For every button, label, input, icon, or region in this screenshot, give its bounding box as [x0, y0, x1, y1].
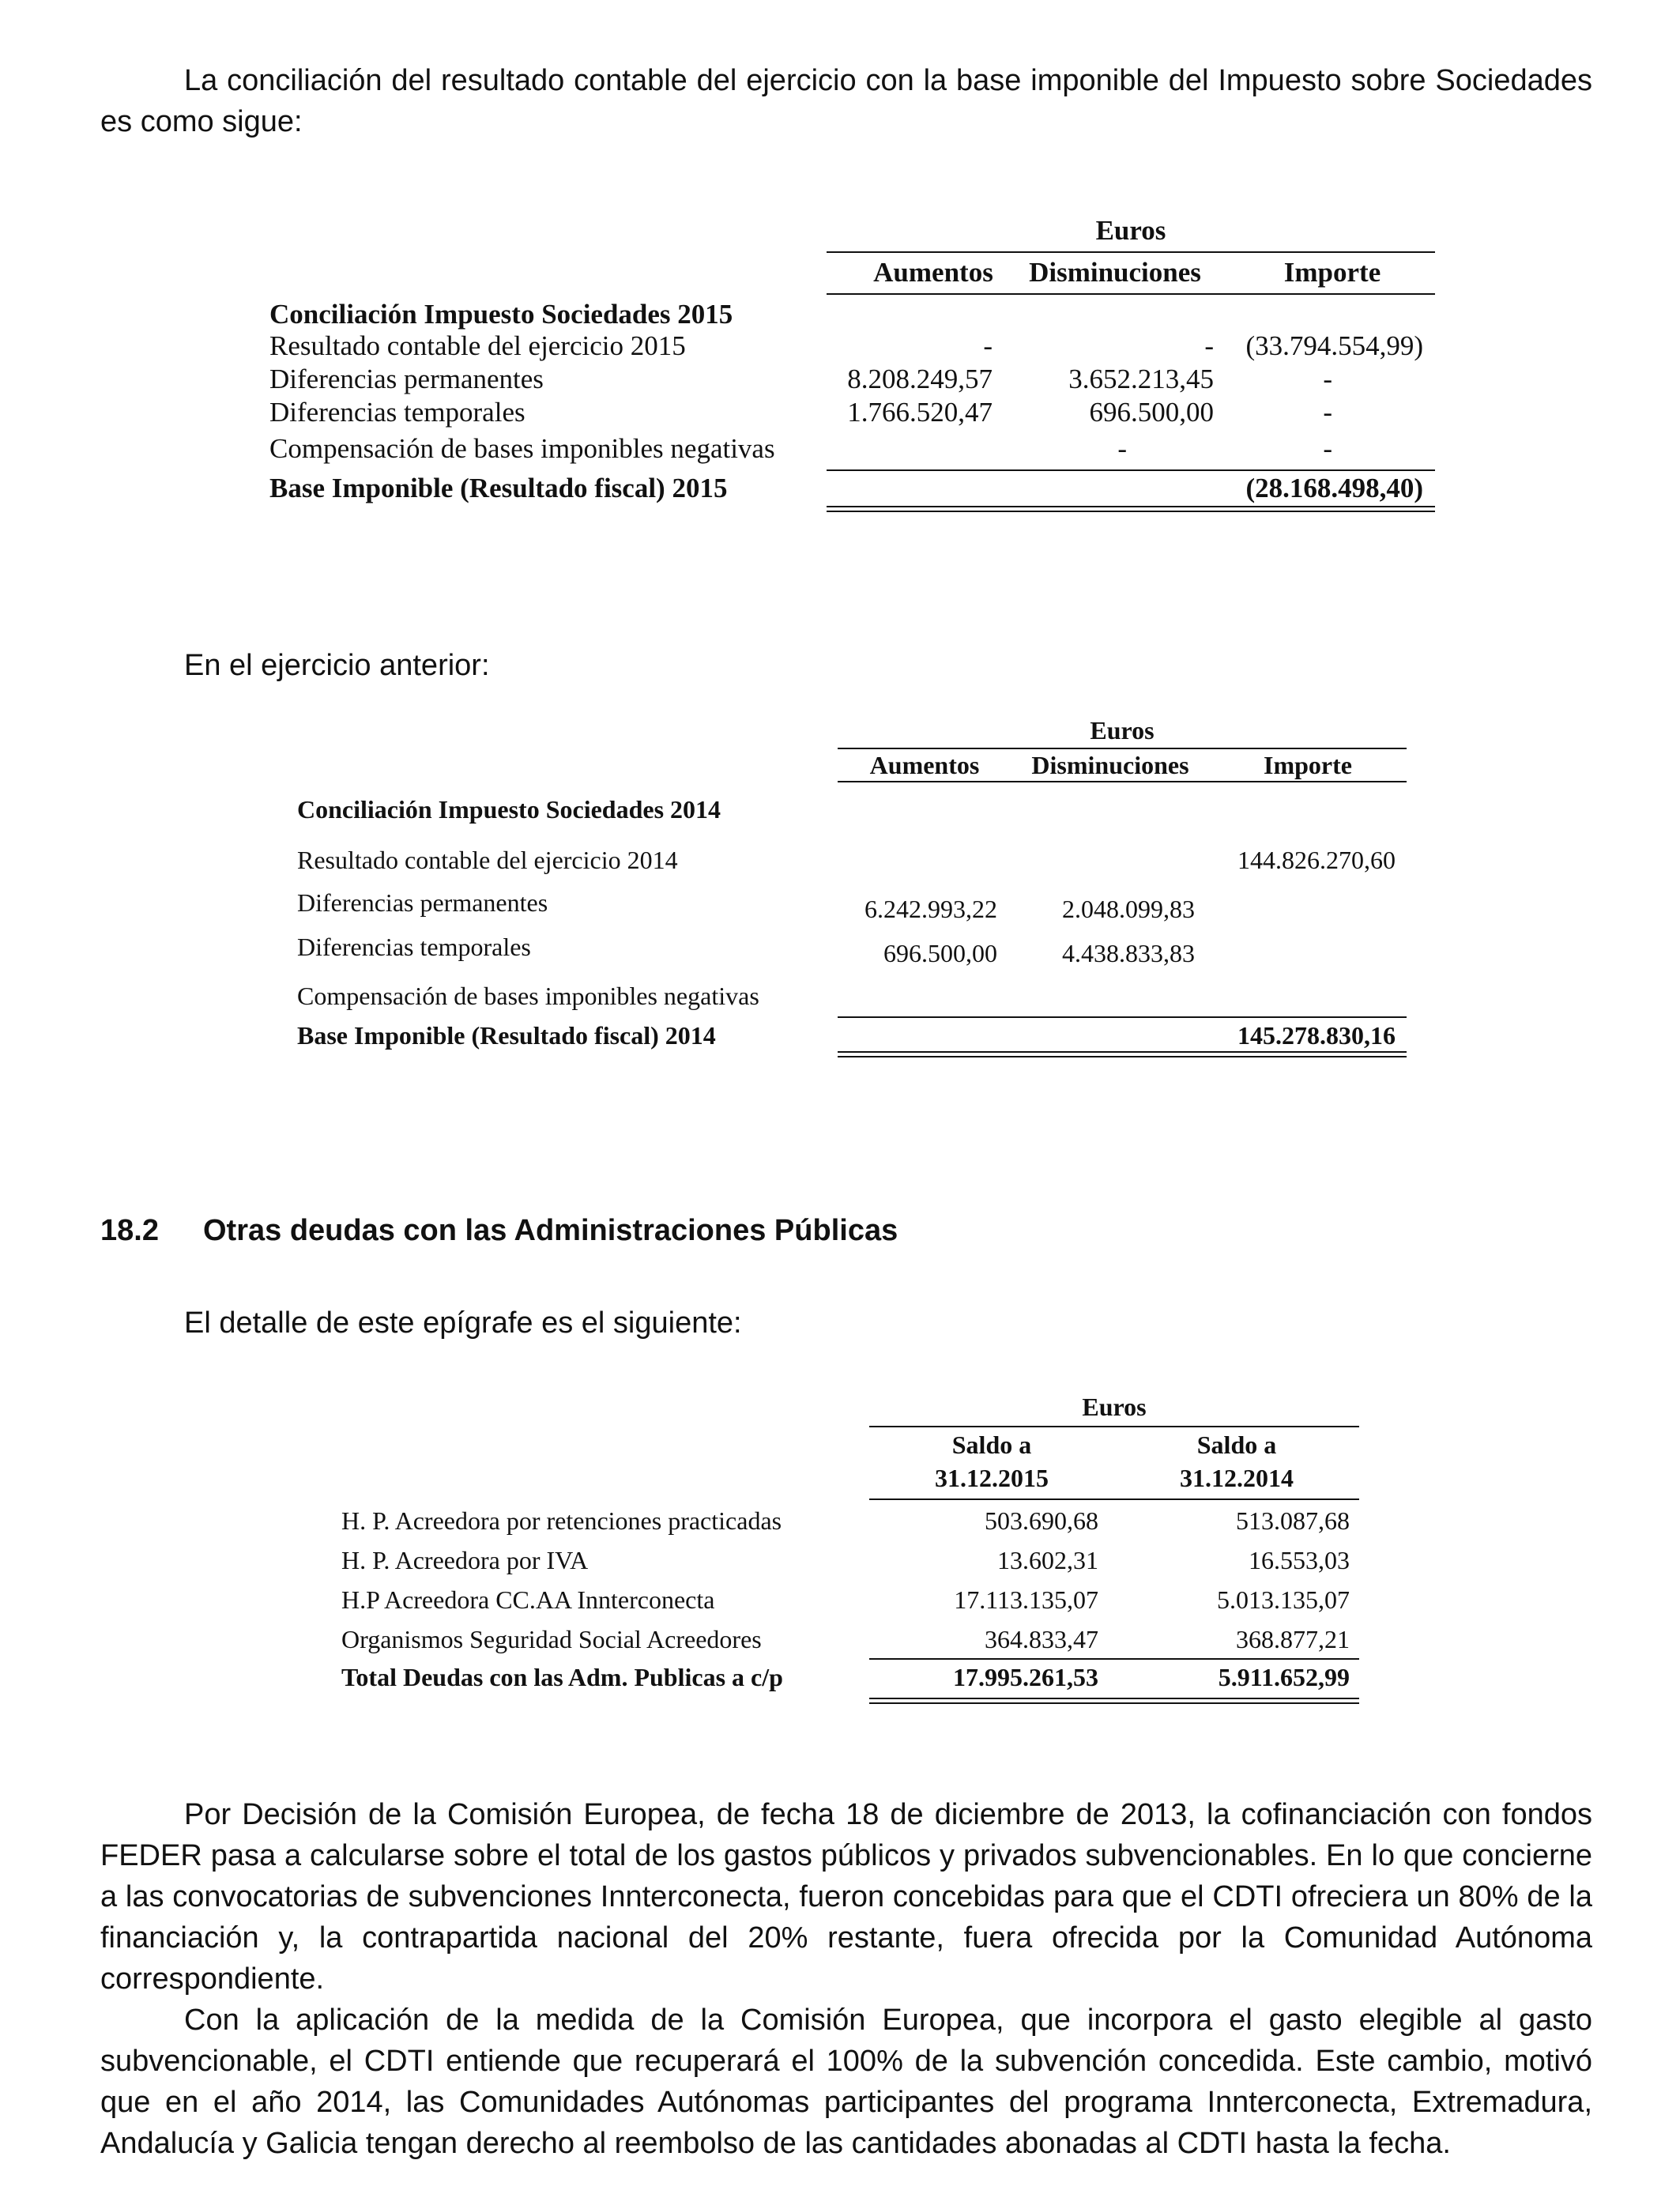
row-label: Compensación de bases imponibles negativas: [297, 982, 759, 1010]
cell-importe: (33.794.554,99): [1245, 330, 1423, 361]
col-header-disminuciones: Disminuciones: [1029, 257, 1201, 288]
paragraph-cdti: Con la aplicación de la medida de la Comisión Europea, que incorpora el gasto elegible al gasto subvencionable, el CDTI entiende que recuperará el 100% de la subvención concedida. Este cambio, motivó que en el año 2014, las Comunidades Autónomas participantes del programa Innterconecta, Extremadura, Andalucía y Galicia tengan derecho al reembolso de las cantidades abonadas al CDTI hasta la fecha.: [100, 2004, 1592, 2160]
row-label: Resultado contable del ejercicio 2014: [297, 846, 678, 874]
subtotal-rule: [827, 469, 1435, 471]
row-label: Diferencias permanentes: [269, 364, 544, 394]
col-header-2015-line1: Saldo a: [951, 1431, 1032, 1459]
cell-2014: 368.877,21: [1236, 1625, 1350, 1653]
row-label: Diferencias temporales: [269, 397, 525, 428]
subtotal-rule: [869, 1658, 1359, 1660]
cell-aumentos: 6.242.993,22: [864, 895, 997, 923]
total-double-rule: [869, 1698, 1359, 1704]
prev-year-intro: En el ejercicio anterior:: [184, 649, 490, 682]
cell-disminuciones: 4.438.833,83: [1062, 939, 1195, 967]
header-rule-2: [838, 781, 1407, 782]
cell-2014: 5.013.135,07: [1217, 1585, 1350, 1614]
row-label: Compensación de bases imponibles negativas: [269, 433, 775, 464]
cell-disminuciones: -: [1204, 330, 1214, 361]
header-rule-2: [827, 293, 1435, 295]
col-header-importe: Importe: [1264, 751, 1352, 779]
header-rule-2: [869, 1498, 1359, 1500]
paragraph-feder: Por Decisión de la Comisión Europea, de fecha 18 de diciembre de 2013, la cofinanciación con fondos FEDER pasa a calcularse sobre el total de los gastos públicos y privados subvencionables. En lo que concierne a las convocatorias de subvenciones Innterconecta, fueron concebidas para que el CDTI ofreciera un 80% de la financiación y, la contrapartida nacional del 20% restante, fuera ofrecida por la Comunidad Autónoma correspondiente.: [100, 1798, 1592, 1996]
total-label: Base Imponible (Resultado fiscal) 2015: [269, 473, 728, 503]
row-label: Organismos Seguridad Social Acreedores: [341, 1625, 762, 1653]
row-label: H. P. Acreedora por retenciones practicadas: [341, 1506, 782, 1535]
cell-aumentos: 1.766.520,47: [847, 397, 993, 428]
total-double-rule: [827, 506, 1435, 512]
row-label: Diferencias temporales: [297, 933, 531, 961]
euros-group-header: Euros: [1095, 215, 1166, 246]
section-label: Conciliación Impuesto Sociedades 2015: [269, 299, 733, 330]
euros-group-header: Euros: [1090, 716, 1155, 745]
cell-importe: -: [1323, 433, 1332, 464]
row-label: H.P Acreedora CC.AA Innterconecta: [341, 1585, 715, 1614]
section-heading: [100, 1214, 898, 1248]
col-header-2014-line2: 31.12.2014: [1180, 1464, 1294, 1492]
cell-importe: -: [1323, 397, 1332, 428]
header-rule: [827, 251, 1435, 253]
euros-group-header: Euros: [1082, 1393, 1147, 1421]
section-title: Otras deudas con las Administraciones Públicas: [203, 1214, 898, 1247]
row-label: Diferencias permanentes: [297, 888, 548, 917]
intro-paragraph: La conciliación del resultado contable del ejercicio con la base imponible del Impuesto sobre Sociedades es como sigue:: [100, 64, 1592, 138]
total-double-rule: [838, 1051, 1407, 1057]
cell-2014: 16.553,03: [1249, 1546, 1350, 1574]
cell-disminuciones: 2.048.099,83: [1062, 895, 1195, 923]
total-value: (28.168.498,40): [1245, 473, 1423, 503]
total-label: Base Imponible (Resultado fiscal) 2014: [297, 1021, 716, 1050]
col-header-2014-line1: Saldo a: [1196, 1431, 1277, 1459]
cell-disminuciones: -: [1117, 433, 1127, 464]
total-value: 145.278.830,16: [1237, 1021, 1396, 1050]
header-rule: [869, 1426, 1359, 1427]
cell-aumentos: 8.208.249,57: [847, 364, 993, 394]
cell-aumentos: 696.500,00: [883, 939, 997, 967]
cell-2015: 503.690,68: [985, 1506, 1098, 1535]
col-header-2015-line2: 31.12.2015: [935, 1464, 1049, 1492]
cell-2015: 364.833,47: [985, 1625, 1098, 1653]
cell-disminuciones: 696.500,00: [1089, 397, 1214, 428]
total-label: Total Deudas con las Adm. Publicas a c/p: [341, 1663, 783, 1691]
header-rule: [838, 748, 1407, 749]
col-header-disminuciones: Disminuciones: [1031, 751, 1189, 779]
col-header-importe: Importe: [1283, 257, 1381, 288]
row-label: H. P. Acreedora por IVA: [341, 1546, 589, 1574]
row-label: Resultado contable del ejercicio 2015: [269, 330, 686, 361]
cell-2015: 13.602,31: [997, 1546, 1098, 1574]
section-number: 18.2: [100, 1214, 159, 1247]
cell-disminuciones: 3.652.213,45: [1068, 364, 1214, 394]
detail-intro: El detalle de este epígrafe es el siguiente:: [184, 1306, 742, 1340]
col-header-aumentos: Aumentos: [869, 751, 980, 779]
cell-aumentos: -: [983, 330, 993, 361]
section-label: Conciliación Impuesto Sociedades 2014: [297, 795, 721, 824]
cell-2015: 17.113.135,07: [954, 1585, 1098, 1614]
total-2015: 17.995.261,53: [953, 1663, 1098, 1691]
cell-importe: -: [1323, 364, 1332, 394]
subtotal-rule: [838, 1016, 1407, 1018]
cell-importe: 144.826.270,60: [1237, 846, 1396, 874]
cell-2014: 513.087,68: [1236, 1506, 1350, 1535]
total-2014: 5.911.652,99: [1218, 1663, 1350, 1691]
col-header-aumentos: Aumentos: [873, 257, 993, 288]
